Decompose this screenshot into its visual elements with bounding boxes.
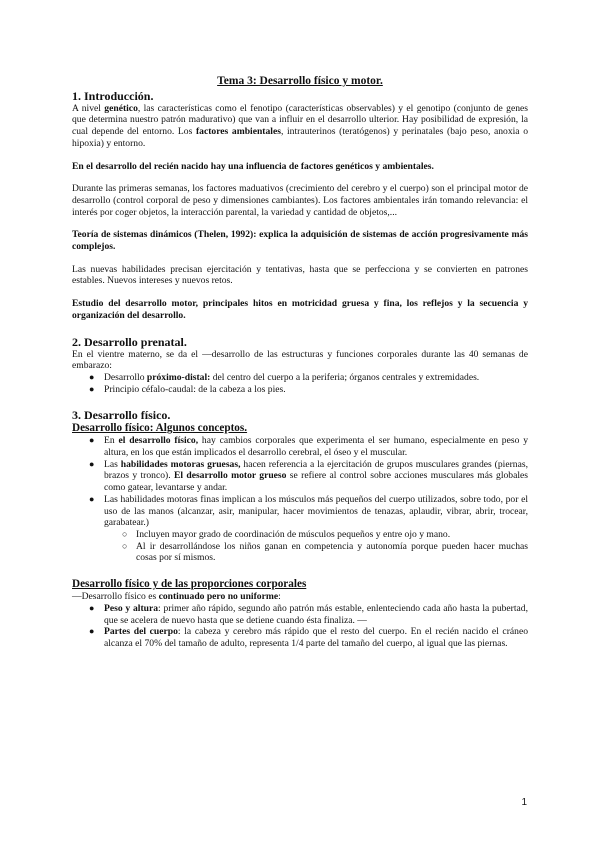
intro-paragraph-4: Teoría de sistemas dinámicos (Thelen, 1992): explica la adquisición de sistemas de acción progresivamente más complejos. — [72, 229, 528, 253]
fine-motor-sublist — [72, 529, 528, 564]
intro-paragraph-5: Las nuevas habilidades precisan ejercitación y tentativas, hasta que se perfecciona y se convierten en patrones estables. Nuevos intereses y nuevos retos. — [72, 263, 528, 287]
bullet-icon: ● — [89, 371, 95, 382]
intro-paragraph-1: A nivel genético, las características como el fenotipo (características observables) y el genotipo (conjunto de genes que determina nuestro patrón madurativo) que van a influir en el desarrollo ulterior. Hay posibilidad de expresión, la cual depende del entorno. Los factores ambientales, intrauterinos (teratógenos) y perinatales (bajo peso, anoxia o hipoxia) y entorno. — [72, 102, 529, 149]
list-item: ○ Al ir desarrollándose los niños ganan en competencia y autonomía porque pueden hacer muchas cosas por sí mismos. — [122, 540, 528, 564]
section-heading-intro: 1. Introducción. — [72, 88, 154, 103]
bullet-icon: ● — [89, 602, 95, 613]
list-item: ● Las habilidades motoras finas implican a los músculos más pequeños del cuerpo utilizados, sobre todo, por el uso de las manos (alcanzar, asir, manipular, hacer movimientos de tenazas, aplaudir, vibrar, abrir, trocear, garabatear.) — [89, 493, 528, 529]
proportions-list — [72, 603, 528, 650]
bullet-icon: ● — [89, 383, 95, 394]
prenatal-paragraph: En el vientre materno, se da el —desarrollo de las estructuras y funciones corporales durante las 40 semanas de embarazo: — [72, 348, 528, 372]
intro-paragraph-2: En el desarrollo del recién nacido hay una influencia de factores genéticos y ambientales. — [72, 160, 434, 172]
list-item: ● En el desarrollo físico, hay cambios corporales que experimenta el ser humano, especialmente en peso y altura, en los que están implicados el desarrollo cerebral, el óseo y el muscular. — [89, 435, 528, 459]
list-item: ○ Incluyen mayor grado de coordinación de músculos pequeños y entre ojo y mano. — [122, 528, 451, 540]
bullet-icon: ● — [89, 435, 95, 446]
section-heading-physical: 3. Desarrollo físico. — [72, 408, 171, 423]
intro-paragraph-6: Estudio del desarrollo motor, principales hitos en motricidad gruesa y fina, los reflejos y la secuencia y organización del desarrollo. — [72, 298, 528, 321]
intro-paragraph-3: Durante las primeras semanas, los factores maduativos (crecimiento del cerebro y el cuerpo) son el principal motor de desarrollo (control corporal de peso y dimensiones cambiantes). Los factores ambientales irán tomando relevancia: el interés por coger objetos, la interacción parental, la variedad y cantidad de objetos,... — [72, 183, 528, 218]
bullet-icon: ● — [89, 626, 95, 637]
section-heading-prenatal: 2. Desarrollo prenatal. — [72, 334, 187, 349]
list-item: ● Las habilidades motoras gruesas, hacen referencia a la ejercitación de grupos musculares grandes (piernas, brazos y tronco). El desarrollo motor grueso se refiere al control sobre acciones musculares más globales como gatear, levantarse y andar. — [89, 458, 528, 494]
subheading-concepts: Desarrollo físico: Algunos conceptos. — [72, 422, 248, 435]
bullet-icon: ● — [89, 458, 95, 469]
document-page — [72, 76, 528, 650]
concepts-list — [72, 435, 528, 529]
list-item: ● Partes del cuerpo: la cabeza y cerebro más rápido que el resto del cuerpo. En el recién nacido el cráneo alcanza el 70% del tamaño de adulto, representa 1/4 parte del tamaño del cuerpo, al igual que las piernas. — [89, 626, 528, 649]
circle-bullet-icon: ○ — [122, 528, 128, 539]
subheading-proportions: Desarrollo físico y de las proporciones corporales — [72, 578, 307, 591]
page-title: Tema 3: Desarrollo físico y motor. — [217, 75, 383, 87]
page-number: 1 — [521, 797, 527, 808]
circle-bullet-icon: ○ — [122, 540, 128, 551]
list-item: ● Peso y altura: primer año rápido, segundo año patrón más estable, enlenteciendo cada año hasta la pubertad, que se acelera de nuevo hasta que se detiene cuando ésta finaliza. — — [89, 602, 528, 626]
list-item: ● Principio céfalo-caudal: de la cabeza a los pies. — [89, 383, 286, 395]
prenatal-list — [72, 372, 528, 395]
bullet-icon: ● — [89, 493, 95, 504]
list-item: ● Desarrollo próximo-distal: del centro del cuerpo a la periferia; órganos centrales y extremidades. — [89, 371, 480, 383]
proportions-paragraph: —Desarrollo físico es continuado pero no uniforme: — [72, 591, 281, 603]
